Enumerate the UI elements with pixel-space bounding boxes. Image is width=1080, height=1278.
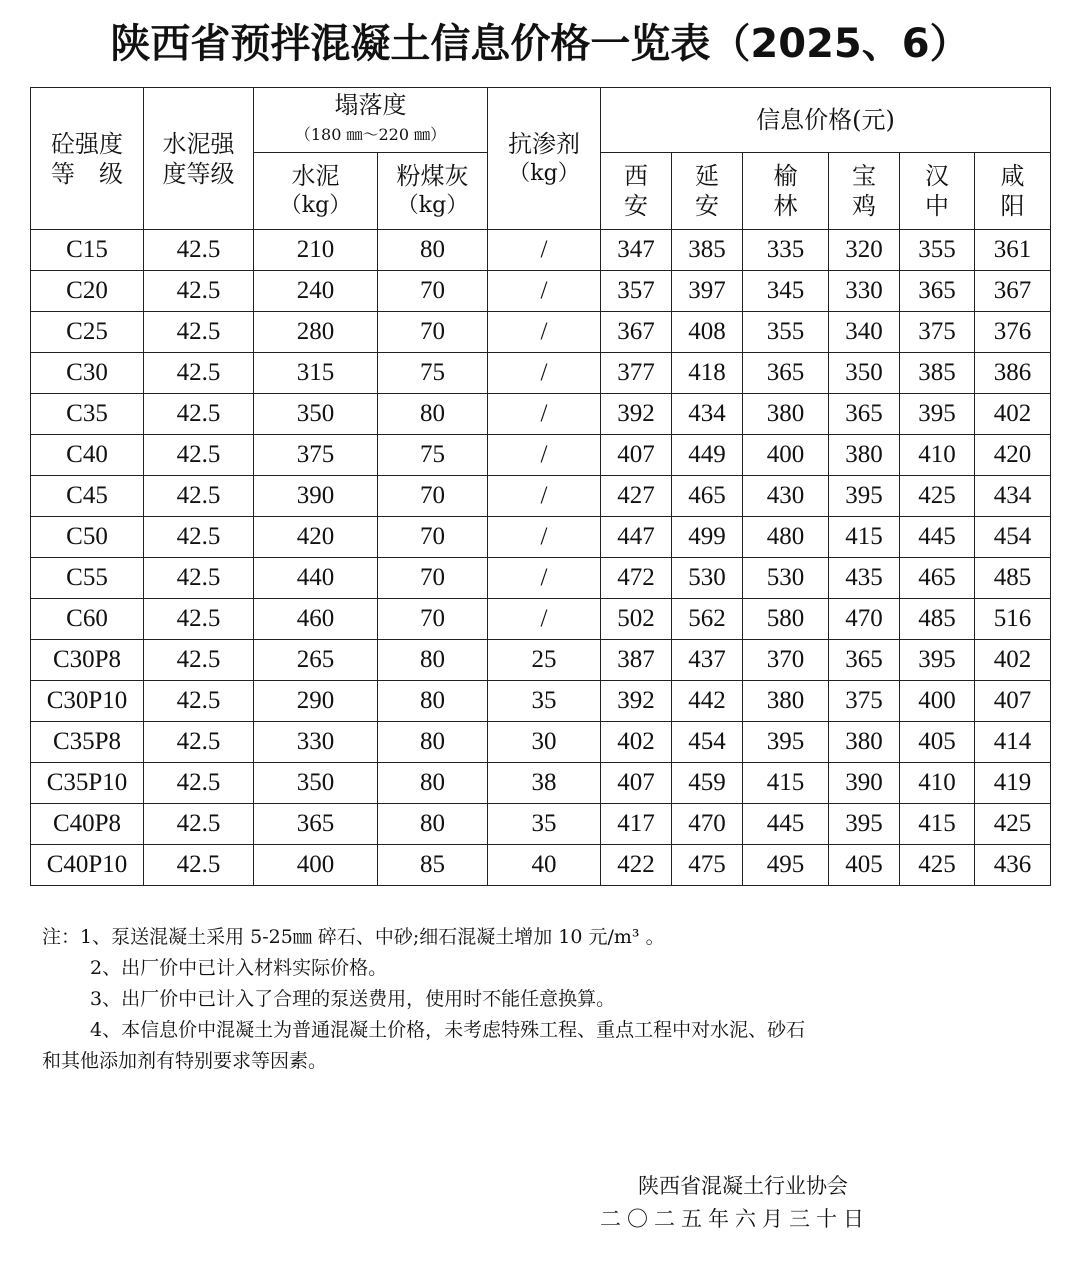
- cell-price-xianyang: 386: [975, 353, 1051, 394]
- cell-price-baoji: 380: [829, 722, 900, 763]
- cell-grade: C15: [31, 230, 144, 271]
- table-row: [31, 271, 1051, 312]
- note-2: 2、出厂价中已计入材料实际价格。: [90, 957, 388, 979]
- signature-date: 二〇二五年六月三十日: [600, 1207, 870, 1231]
- table-row: [31, 394, 1051, 435]
- cell-price-baoji: 415: [829, 517, 900, 558]
- cell-cement-grade: 42.5: [144, 476, 254, 517]
- cell-price-yanan: 385: [672, 230, 743, 271]
- cell-price-xianyang: 407: [975, 681, 1051, 722]
- cell-price-yulin: 365: [743, 353, 829, 394]
- cell-price-hanzhong: 400: [900, 681, 975, 722]
- cell-price-baoji: 340: [829, 312, 900, 353]
- city-char: 安: [624, 192, 649, 220]
- cell-grade: C60: [31, 599, 144, 640]
- cell-flyash-kg: 70: [378, 271, 488, 312]
- cell-price-hanzhong: 405: [900, 722, 975, 763]
- cell-cement-kg: 210: [254, 230, 378, 271]
- table-row: [31, 312, 1051, 353]
- cell-antiseep-kg: /: [488, 394, 601, 435]
- cell-price-yanan: 470: [672, 804, 743, 845]
- cell-price-xianyang: 367: [975, 271, 1051, 312]
- cell-price-yulin: 345: [743, 271, 829, 312]
- header-antiseep-unit: （kg）: [508, 160, 580, 186]
- table-row: [31, 517, 1051, 558]
- cell-price-hanzhong: 415: [900, 804, 975, 845]
- header-city-baoji: [829, 153, 900, 230]
- city-char: 阳: [1000, 192, 1025, 220]
- cell-price-yanan: 475: [672, 845, 743, 886]
- cell-price-hanzhong: 365: [900, 271, 975, 312]
- cell-grade: C50: [31, 517, 144, 558]
- header-grade-line2: 等 级: [51, 159, 123, 188]
- cell-grade: C35P10: [31, 763, 144, 804]
- cell-flyash-kg: 80: [378, 640, 488, 681]
- cell-cement-kg: 400: [254, 845, 378, 886]
- cell-price-baoji: 405: [829, 845, 900, 886]
- header-city-xianyang: [975, 153, 1051, 230]
- table-row: [31, 353, 1051, 394]
- cell-grade: C40P8: [31, 804, 144, 845]
- cell-antiseep-kg: /: [488, 517, 601, 558]
- cell-cement-grade: 42.5: [144, 640, 254, 681]
- cell-price-baoji: 390: [829, 763, 900, 804]
- header-flyash-unit: （kg）: [396, 193, 469, 218]
- table-row: [31, 435, 1051, 476]
- cell-price-yulin: 445: [743, 804, 829, 845]
- cell-price-hanzhong: 465: [900, 558, 975, 599]
- cell-cement-kg: 290: [254, 681, 378, 722]
- cell-flyash-kg: 80: [378, 722, 488, 763]
- header-cement-label: 水泥: [291, 162, 340, 190]
- cell-antiseep-kg: /: [488, 599, 601, 640]
- table-row: [31, 230, 1051, 271]
- cell-price-xian: 417: [601, 804, 672, 845]
- cell-price-yulin: 415: [743, 763, 829, 804]
- cell-cement-kg: 460: [254, 599, 378, 640]
- header-antiseep-label: 抗渗剂: [508, 129, 581, 158]
- notes: [42, 922, 1032, 1077]
- cell-price-xianyang: 376: [975, 312, 1051, 353]
- cell-price-xian: 402: [601, 722, 672, 763]
- cell-price-yanan: 449: [672, 435, 743, 476]
- cell-grade: C25: [31, 312, 144, 353]
- table-row: [31, 476, 1051, 517]
- cell-price-xian: 347: [601, 230, 672, 271]
- cell-grade: C40: [31, 435, 144, 476]
- cell-price-yanan: 454: [672, 722, 743, 763]
- cell-price-xianyang: 402: [975, 640, 1051, 681]
- header-cement-grade-line2: 度等级: [162, 159, 235, 188]
- signature: [600, 1170, 900, 1236]
- cell-cement-grade: 42.5: [144, 271, 254, 312]
- cell-price-hanzhong: 385: [900, 353, 975, 394]
- cell-price-xianyang: 420: [975, 435, 1051, 476]
- cell-antiseep-kg: /: [488, 476, 601, 517]
- table-row: [31, 845, 1051, 886]
- cell-price-xian: 377: [601, 353, 672, 394]
- cell-price-xianyang: 419: [975, 763, 1051, 804]
- city-char: 林: [773, 192, 798, 220]
- header-slump: [254, 88, 488, 153]
- cell-price-yulin: 400: [743, 435, 829, 476]
- header-cement-unit: （kg）: [279, 193, 352, 218]
- cell-price-xianyang: 361: [975, 230, 1051, 271]
- cell-flyash-kg: 70: [378, 517, 488, 558]
- cell-antiseep-kg: 25: [488, 640, 601, 681]
- cell-cement-kg: 350: [254, 394, 378, 435]
- cell-price-yulin: 380: [743, 681, 829, 722]
- cell-price-xianyang: 434: [975, 476, 1051, 517]
- cell-cement-grade: 42.5: [144, 804, 254, 845]
- cell-price-yulin: 380: [743, 394, 829, 435]
- table-row: [31, 763, 1051, 804]
- cell-price-hanzhong: 445: [900, 517, 975, 558]
- cell-price-baoji: 320: [829, 230, 900, 271]
- cell-price-xianyang: 485: [975, 558, 1051, 599]
- cell-price-yanan: 442: [672, 681, 743, 722]
- table-row: [31, 558, 1051, 599]
- header-city-yulin: [743, 153, 829, 230]
- city-char: 延: [695, 162, 720, 190]
- cell-price-baoji: 330: [829, 271, 900, 312]
- cell-price-yanan: 562: [672, 599, 743, 640]
- cell-grade: C35: [31, 394, 144, 435]
- cell-price-xianyang: 425: [975, 804, 1051, 845]
- cell-cement-grade: 42.5: [144, 353, 254, 394]
- cell-antiseep-kg: 40: [488, 845, 601, 886]
- header-antiseep: [488, 88, 601, 230]
- note-1: 注：1、泵送混凝土采用 5-25㎜ 碎石、中砂;细石混凝土增加 10 元/m³ 。: [42, 926, 665, 948]
- cell-price-yulin: 335: [743, 230, 829, 271]
- cell-price-xian: 407: [601, 435, 672, 476]
- header-grade: [31, 88, 144, 230]
- cell-price-xian: 357: [601, 271, 672, 312]
- cell-price-xian: 387: [601, 640, 672, 681]
- cell-price-baoji: 395: [829, 476, 900, 517]
- cell-price-yulin: 580: [743, 599, 829, 640]
- cell-price-xianyang: 436: [975, 845, 1051, 886]
- cell-price-hanzhong: 395: [900, 640, 975, 681]
- cell-price-yanan: 437: [672, 640, 743, 681]
- cell-cement-kg: 440: [254, 558, 378, 599]
- cell-cement-kg: 390: [254, 476, 378, 517]
- cell-cement-grade: 42.5: [144, 845, 254, 886]
- cell-flyash-kg: 70: [378, 476, 488, 517]
- header-cement-grade-line1: 水泥强: [162, 129, 235, 158]
- cell-price-hanzhong: 395: [900, 394, 975, 435]
- cell-price-baoji: 365: [829, 640, 900, 681]
- cell-price-baoji: 350: [829, 353, 900, 394]
- city-char: 汉: [925, 162, 950, 190]
- table-row: [31, 640, 1051, 681]
- cell-price-yanan: 465: [672, 476, 743, 517]
- cell-grade: C30: [31, 353, 144, 394]
- cell-cement-kg: 420: [254, 517, 378, 558]
- cell-cement-grade: 42.5: [144, 394, 254, 435]
- cell-price-yulin: 430: [743, 476, 829, 517]
- cell-price-xianyang: 454: [975, 517, 1051, 558]
- header-city-xian: [601, 153, 672, 230]
- header-city-hanzhong: [900, 153, 975, 230]
- table-row: [31, 804, 1051, 845]
- cell-price-yanan: 418: [672, 353, 743, 394]
- cell-cement-kg: 280: [254, 312, 378, 353]
- cell-price-yanan: 434: [672, 394, 743, 435]
- cell-cement-kg: 375: [254, 435, 378, 476]
- header-cement: [254, 153, 378, 230]
- cell-price-yulin: 495: [743, 845, 829, 886]
- cell-price-yanan: 397: [672, 271, 743, 312]
- cell-cement-grade: 42.5: [144, 435, 254, 476]
- city-char: 鸡: [852, 192, 877, 220]
- cell-grade: C30P10: [31, 681, 144, 722]
- cell-antiseep-kg: /: [488, 558, 601, 599]
- cell-price-xian: 472: [601, 558, 672, 599]
- cell-flyash-kg: 85: [378, 845, 488, 886]
- cell-price-yanan: 499: [672, 517, 743, 558]
- signature-org: 陕西省混凝土行业协会: [638, 1174, 848, 1198]
- cell-price-baoji: 380: [829, 435, 900, 476]
- cell-grade: C55: [31, 558, 144, 599]
- city-char: 榆: [773, 162, 798, 190]
- cell-price-xianyang: 414: [975, 722, 1051, 763]
- cell-cement-grade: 42.5: [144, 722, 254, 763]
- price-table: [30, 87, 1051, 886]
- cell-price-xian: 422: [601, 845, 672, 886]
- city-char: 咸: [1000, 162, 1025, 190]
- cell-grade: C40P10: [31, 845, 144, 886]
- cell-cement-grade: 42.5: [144, 763, 254, 804]
- cell-price-hanzhong: 410: [900, 763, 975, 804]
- cell-antiseep-kg: 30: [488, 722, 601, 763]
- cell-price-yulin: 530: [743, 558, 829, 599]
- header-price: 信息价格(元): [601, 88, 1051, 153]
- cell-cement-kg: 265: [254, 640, 378, 681]
- cell-antiseep-kg: /: [488, 271, 601, 312]
- cell-flyash-kg: 75: [378, 353, 488, 394]
- cell-antiseep-kg: /: [488, 435, 601, 476]
- cell-cement-grade: 42.5: [144, 517, 254, 558]
- cell-cement-kg: 330: [254, 722, 378, 763]
- table-row: [31, 722, 1051, 763]
- table-row: [31, 599, 1051, 640]
- cell-flyash-kg: 80: [378, 681, 488, 722]
- cell-price-baoji: 395: [829, 804, 900, 845]
- header-slump-label: 塌落度: [334, 91, 407, 119]
- cell-price-yanan: 459: [672, 763, 743, 804]
- header-flyash: [378, 153, 488, 230]
- city-char: 安: [695, 192, 720, 220]
- note-4-continued: 和其他添加剂有特别要求等因素。: [42, 1050, 328, 1072]
- cell-price-hanzhong: 375: [900, 312, 975, 353]
- cell-price-yulin: 355: [743, 312, 829, 353]
- cell-grade: C45: [31, 476, 144, 517]
- cell-antiseep-kg: /: [488, 353, 601, 394]
- cell-price-xianyang: 516: [975, 599, 1051, 640]
- cell-cement-grade: 42.5: [144, 599, 254, 640]
- cell-grade: C35P8: [31, 722, 144, 763]
- cell-grade: C20: [31, 271, 144, 312]
- cell-price-hanzhong: 425: [900, 845, 975, 886]
- cell-price-baoji: 365: [829, 394, 900, 435]
- cell-grade: C30P8: [31, 640, 144, 681]
- cell-antiseep-kg: 38: [488, 763, 601, 804]
- cell-cement-kg: 365: [254, 804, 378, 845]
- header-cement-grade: [144, 88, 254, 230]
- cell-price-yulin: 395: [743, 722, 829, 763]
- cell-cement-grade: 42.5: [144, 681, 254, 722]
- header-slump-range: （180 ㎜～220 ㎜）: [294, 125, 447, 144]
- cell-price-xian: 392: [601, 394, 672, 435]
- page-title: 陕西省预拌混凝土信息价格一览表（2025、6）: [110, 21, 970, 67]
- cell-price-hanzhong: 485: [900, 599, 975, 640]
- cell-price-yanan: 408: [672, 312, 743, 353]
- note-3: 3、出厂价中已计入了合理的泵送费用，使用时不能任意换算。: [90, 988, 616, 1010]
- cell-cement-grade: 42.5: [144, 230, 254, 271]
- cell-antiseep-kg: 35: [488, 804, 601, 845]
- city-char: 西: [624, 162, 649, 190]
- cell-cement-kg: 240: [254, 271, 378, 312]
- cell-price-xian: 407: [601, 763, 672, 804]
- cell-price-hanzhong: 410: [900, 435, 975, 476]
- cell-price-baoji: 375: [829, 681, 900, 722]
- cell-flyash-kg: 70: [378, 312, 488, 353]
- header-city-yanan: [672, 153, 743, 230]
- cell-cement-grade: 42.5: [144, 312, 254, 353]
- cell-flyash-kg: 80: [378, 394, 488, 435]
- cell-price-xian: 447: [601, 517, 672, 558]
- cell-price-hanzhong: 425: [900, 476, 975, 517]
- cell-antiseep-kg: 35: [488, 681, 601, 722]
- cell-price-xian: 367: [601, 312, 672, 353]
- cell-price-xian: 427: [601, 476, 672, 517]
- cell-antiseep-kg: /: [488, 230, 601, 271]
- cell-cement-kg: 350: [254, 763, 378, 804]
- cell-flyash-kg: 70: [378, 558, 488, 599]
- cell-flyash-kg: 75: [378, 435, 488, 476]
- cell-cement-kg: 315: [254, 353, 378, 394]
- note-4: 4、本信息价中混凝土为普通混凝土价格，未考虑特殊工程、重点工程中对水泥、砂石: [90, 1019, 806, 1041]
- city-char: 中: [925, 192, 950, 220]
- cell-flyash-kg: 80: [378, 230, 488, 271]
- cell-price-xian: 502: [601, 599, 672, 640]
- cell-price-xianyang: 402: [975, 394, 1051, 435]
- cell-flyash-kg: 70: [378, 599, 488, 640]
- cell-cement-grade: 42.5: [144, 558, 254, 599]
- cell-price-hanzhong: 355: [900, 230, 975, 271]
- table-row: [31, 681, 1051, 722]
- city-char: 宝: [852, 162, 877, 190]
- cell-antiseep-kg: /: [488, 312, 601, 353]
- table-body: [31, 230, 1051, 886]
- cell-price-xian: 392: [601, 681, 672, 722]
- header-flyash-label: 粉煤灰: [396, 162, 469, 190]
- cell-price-yanan: 530: [672, 558, 743, 599]
- cell-flyash-kg: 80: [378, 763, 488, 804]
- cell-flyash-kg: 80: [378, 804, 488, 845]
- cell-price-yulin: 480: [743, 517, 829, 558]
- cell-price-baoji: 435: [829, 558, 900, 599]
- cell-price-yulin: 370: [743, 640, 829, 681]
- header-grade-line1: 砼强度: [51, 129, 123, 158]
- cell-price-baoji: 470: [829, 599, 900, 640]
